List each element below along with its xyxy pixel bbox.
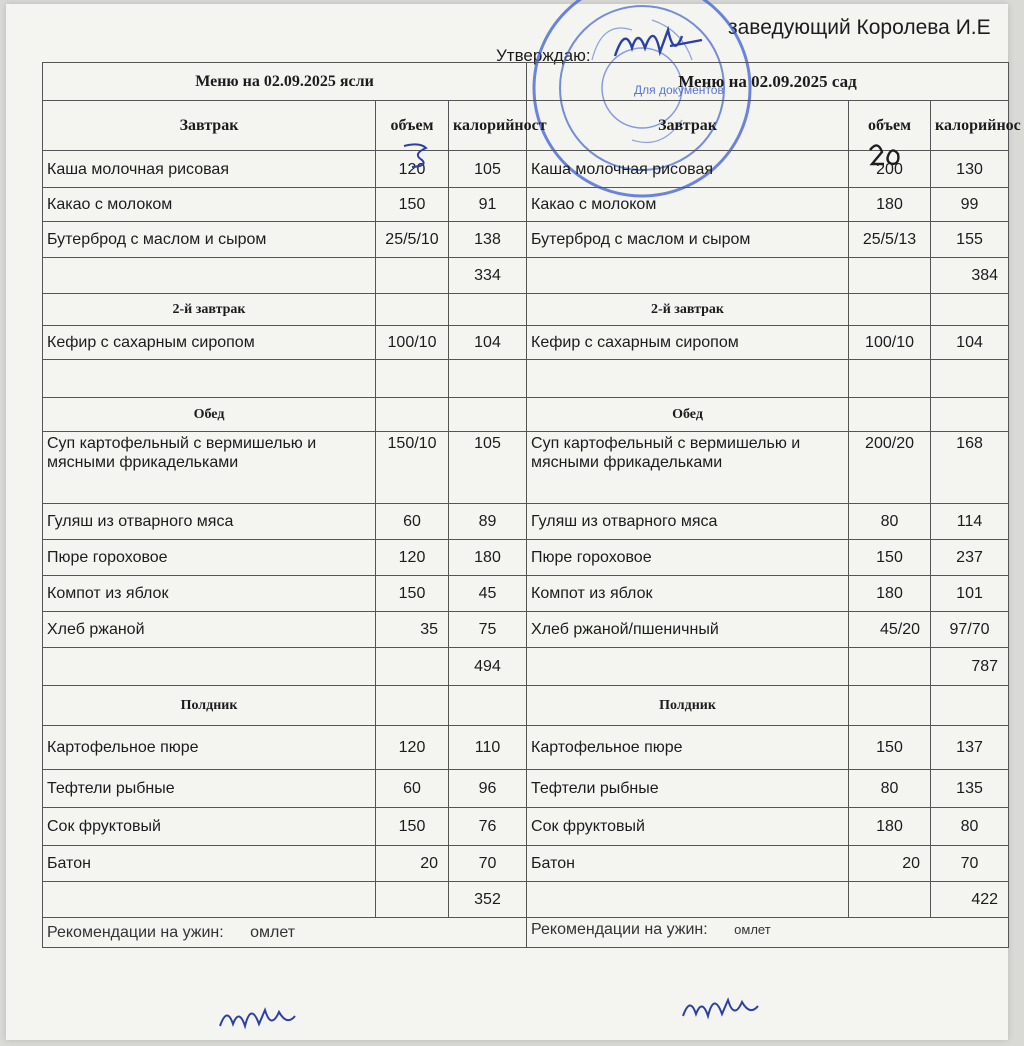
kindergarten-item-volume: 150: [849, 540, 931, 576]
nursery-menu-title: Меню на 02.09.2025 ясли: [43, 63, 527, 101]
kindergarten-item-name: Батон: [527, 846, 849, 882]
kindergarten-item-kcal: 99: [931, 188, 1009, 222]
nursery-item-name: Компот из яблок: [43, 576, 376, 612]
approval-head: заведующий Королева И.Е: [728, 16, 991, 39]
handwritten-correction-mark: [866, 140, 906, 170]
nursery-item-kcal: 91: [449, 188, 527, 222]
nursery-item-name: Тефтели рыбные: [43, 770, 376, 808]
nursery-item-name: Сок фруктовый: [43, 808, 376, 846]
nursery-item-volume: 120: [376, 151, 449, 188]
nursery-item-volume: 20: [376, 846, 449, 882]
kindergarten-item-kcal: 237: [931, 540, 1009, 576]
menu-table: [42, 62, 1021, 948]
nursery-item-volume: 60: [376, 770, 449, 808]
nursery-item-kcal: 70: [449, 846, 527, 882]
kindergarten-item-kcal: 137: [931, 726, 1009, 770]
kindergarten-item-name: Каша молочная рисовая: [527, 151, 849, 188]
nursery-second-breakfast-heading: 2-й завтрак: [43, 294, 376, 326]
kindergarten-dinner-recommendation: [527, 918, 1009, 948]
nursery-item-volume: 35: [376, 612, 449, 648]
nursery-item-volume: 150: [376, 576, 449, 612]
kindergarten-item-name: Кефир с сахарным сиропом: [527, 326, 849, 360]
kindergarten-breakfast-heading: Завтрак: [527, 101, 849, 151]
kindergarten-item-volume: 25/5/13: [849, 222, 931, 258]
kindergarten-item-kcal: 130: [931, 151, 1009, 188]
nursery-item-kcal: 45: [449, 576, 527, 612]
nursery-item-kcal: 110: [449, 726, 527, 770]
approval-label: Утверждаю:: [496, 46, 591, 65]
stamp-text: Для документов: [634, 83, 724, 97]
nursery-lunch-total: 494: [449, 648, 527, 686]
kindergarten-item-volume: 45/20: [849, 612, 931, 648]
nursery-dinner-value: омлет: [250, 924, 296, 941]
nursery-dinner-recommendation: [43, 918, 527, 948]
kindergarten-item-volume: 180: [849, 576, 931, 612]
kindergarten-item-volume: 200/20: [849, 432, 931, 504]
kindergarten-dinner-label: Рекомендации на ужин:: [531, 921, 708, 938]
kindergarten-second-breakfast-heading: 2-й завтрак: [527, 294, 849, 326]
nursery-item-name: Хлеб ржаной: [43, 612, 376, 648]
kindergarten-item-name: Картофельное пюре: [527, 726, 849, 770]
kindergarten-item-volume: 20: [849, 846, 931, 882]
kindergarten-menu-title: Меню на 02.09.2025 сад: [527, 63, 1009, 101]
kindergarten-item-name: Компот из яблок: [527, 576, 849, 612]
nursery-item-volume: 150: [376, 808, 449, 846]
nursery-breakfast-total: 334: [449, 258, 527, 294]
nursery-item-volume: 100/10: [376, 326, 449, 360]
kindergarten-item-volume: 80: [849, 504, 931, 540]
nursery-item-kcal: 105: [449, 151, 527, 188]
kindergarten-item-kcal: 70: [931, 846, 1009, 882]
nursery-item-name: Каша молочная рисовая: [43, 151, 376, 188]
kindergarten-item-volume: 180: [849, 188, 931, 222]
nursery-breakfast-heading: Завтрак: [43, 101, 376, 151]
nursery-col-volume: объем: [376, 101, 449, 151]
kindergarten-lunch-heading: Обед: [527, 398, 849, 432]
nursery-item-name: Суп картофельный с вермишелью и мясными фрикадельками: [43, 432, 376, 504]
nursery-item-kcal: 96: [449, 770, 527, 808]
nursery-snack-heading: Полдник: [43, 686, 376, 726]
signature-bottom-left: [215, 996, 305, 1036]
kindergarten-item-name: Суп картофельный с вермишелью и мясными фрикадельками: [527, 432, 849, 504]
kindergarten-item-name: Гуляш из отварного мяса: [527, 504, 849, 540]
nursery-item-volume: 25/5/10: [376, 222, 449, 258]
nursery-lunch-heading: Обед: [43, 398, 376, 432]
kindergarten-item-kcal: 155: [931, 222, 1009, 258]
nursery-item-name: Гуляш из отварного мяса: [43, 504, 376, 540]
kindergarten-item-volume: 200: [849, 151, 931, 188]
kindergarten-item-name: Бутерброд с маслом и сыром: [527, 222, 849, 258]
nursery-item-kcal: 105: [449, 432, 527, 504]
kindergarten-item-kcal: 114: [931, 504, 1009, 540]
kindergarten-item-volume: 80: [849, 770, 931, 808]
nursery-item-kcal: 180: [449, 540, 527, 576]
nursery-item-name: Пюре гороховое: [43, 540, 376, 576]
kindergarten-item-volume: 180: [849, 808, 931, 846]
nursery-item-kcal: 76: [449, 808, 527, 846]
nursery-item-kcal: 89: [449, 504, 527, 540]
kindergarten-snack-heading: Полдник: [527, 686, 849, 726]
kindergarten-breakfast-total: 384: [931, 258, 1009, 294]
nursery-item-volume: 60: [376, 504, 449, 540]
kindergarten-snack-total: 422: [931, 882, 1009, 918]
kindergarten-lunch-total: 787: [931, 648, 1009, 686]
nursery-item-volume: 120: [376, 726, 449, 770]
kindergarten-item-kcal: 97/70: [931, 612, 1009, 648]
kindergarten-item-name: Сок фруктовый: [527, 808, 849, 846]
kindergarten-item-kcal: 135: [931, 770, 1009, 808]
kindergarten-col-kcal: калорийнос: [931, 101, 1009, 151]
kindergarten-dinner-value: омлет: [734, 922, 771, 937]
nursery-dinner-label: Рекомендации на ужин:: [47, 924, 224, 941]
kindergarten-item-kcal: 104: [931, 326, 1009, 360]
signature-bottom-right: [678, 986, 768, 1026]
nursery-item-volume: 150: [376, 188, 449, 222]
kindergarten-item-name: Какао с молоком: [527, 188, 849, 222]
kindergarten-item-kcal: 101: [931, 576, 1009, 612]
kindergarten-item-volume: 150: [849, 726, 931, 770]
nursery-item-name: Картофельное пюре: [43, 726, 376, 770]
nursery-col-kcal: калорийност: [449, 101, 527, 151]
kindergarten-item-kcal: 168: [931, 432, 1009, 504]
nursery-item-kcal: 138: [449, 222, 527, 258]
kindergarten-item-kcal: 80: [931, 808, 1009, 846]
nursery-item-name: Кефир с сахарным сиропом: [43, 326, 376, 360]
nursery-item-volume: 120: [376, 540, 449, 576]
kindergarten-item-volume: 100/10: [849, 326, 931, 360]
kindergarten-item-name: Пюре гороховое: [527, 540, 849, 576]
nursery-item-volume: 150/10: [376, 432, 449, 504]
nursery-item-name: Батон: [43, 846, 376, 882]
nursery-item-kcal: 104: [449, 326, 527, 360]
nursery-item-kcal: 75: [449, 612, 527, 648]
nursery-item-name: Бутерброд с маслом и сыром: [43, 222, 376, 258]
kindergarten-item-name: Тефтели рыбные: [527, 770, 849, 808]
signature-top: [610, 18, 710, 68]
nursery-snack-total: 352: [449, 882, 527, 918]
kindergarten-col-volume: объем: [849, 101, 931, 151]
nursery-item-name: Какао с молоком: [43, 188, 376, 222]
handwritten-correction-mark: [398, 140, 438, 170]
kindergarten-item-name: Хлеб ржаной/пшеничный: [527, 612, 849, 648]
